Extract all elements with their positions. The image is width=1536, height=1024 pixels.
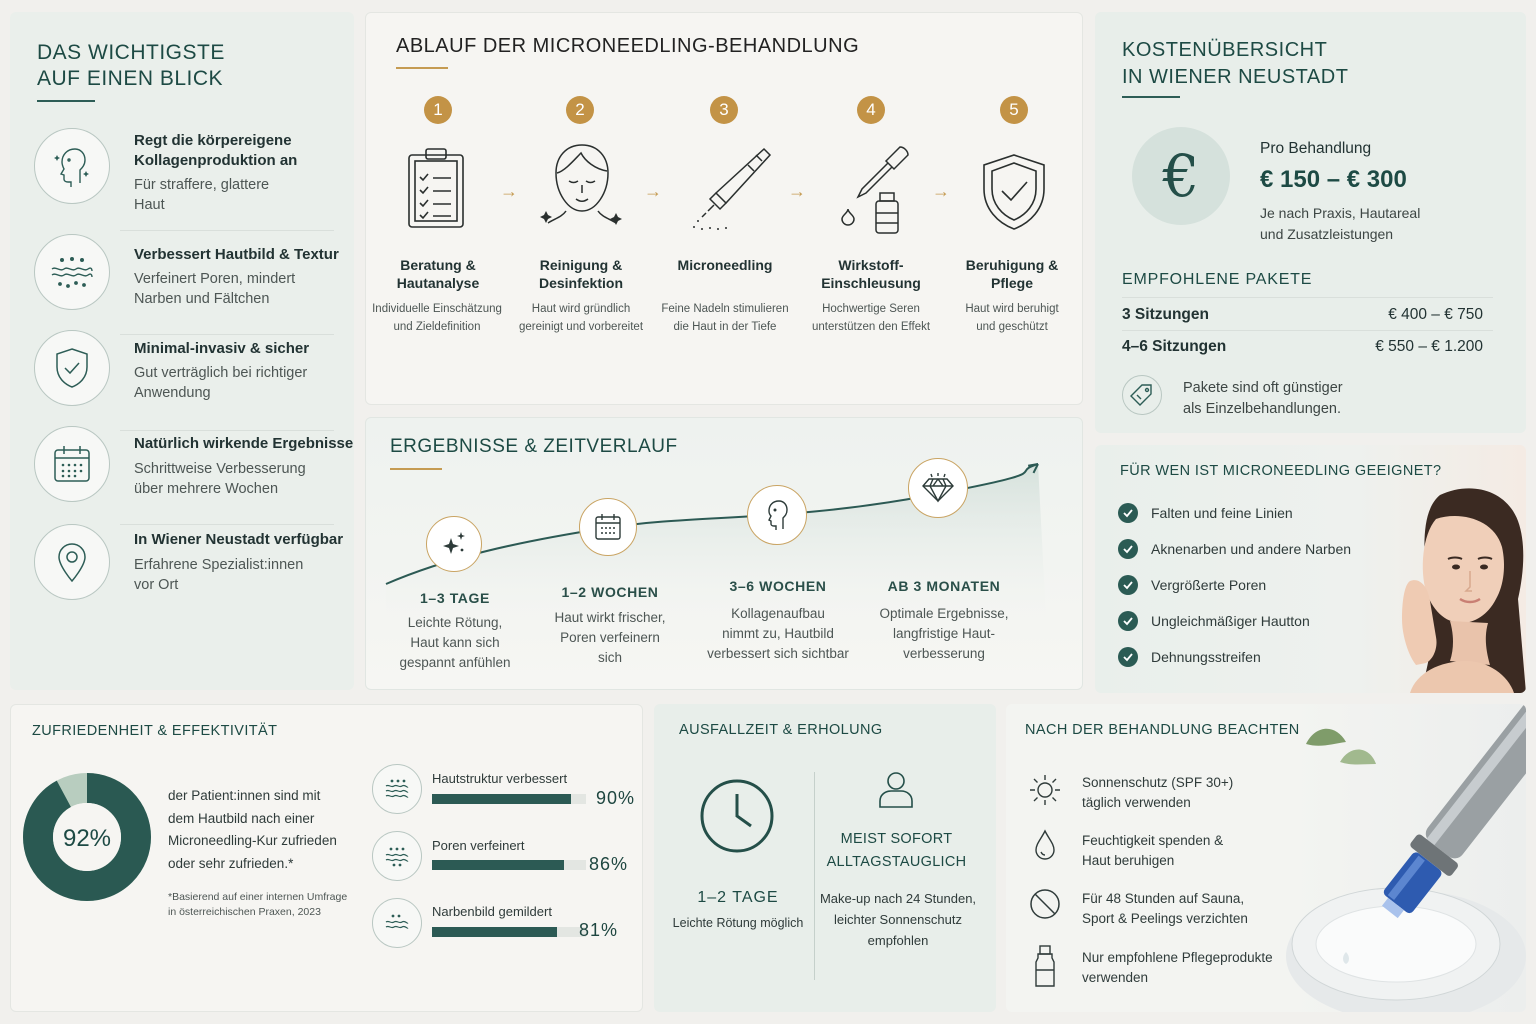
bar-percent: 90% <box>596 788 636 808</box>
step-title: Beruhigung & Pflege <box>965 257 1059 291</box>
step-number-badge: 5 <box>1000 96 1028 124</box>
step-desc: Individuelle Einschätzung und Zieldefinition <box>372 303 502 333</box>
package-price: € 400 – € 750 <box>1388 306 1483 323</box>
skin-texture-icon <box>372 764 422 814</box>
satisfaction-footnote: *Basierend auf einer internen Umfrage in österreichischen Praxen, 2023 <box>168 891 348 918</box>
shield-check-icon <box>34 330 110 406</box>
droplet-icon <box>1028 828 1062 862</box>
process-title: ABLAUF DER MICRONEEDLING-BEHANDLUNG <box>396 35 860 57</box>
feature-desc: Erfahrene Spezialist:innen vor Ort <box>134 557 304 593</box>
package-label: 3 Sitzungen <box>1122 306 1209 323</box>
package-price: € 550 – € 1.200 <box>1375 338 1483 355</box>
microneedling-pen-icon <box>684 143 776 235</box>
suitable-title: FÜR WEN IST MICRONEEDLING GEEIGNET? <box>1120 463 1442 479</box>
title-underline <box>396 67 448 69</box>
step-title: Microneedling <box>677 257 773 273</box>
everyday-label: MEIST SOFORT ALLTAGSTAUGLICH <box>826 831 967 870</box>
bar-label: Hautstruktur verbessert <box>432 771 568 786</box>
aftercare-item: Sonnenschutz (SPF 30+) täglich verwenden <box>1082 775 1234 810</box>
packages-title: EMPFOHLENE PAKETE <box>1122 271 1313 288</box>
diamond-icon <box>908 458 968 518</box>
bar-fill <box>432 927 557 937</box>
feature-title: Minimal-invasiv & sicher <box>134 340 310 357</box>
satisfaction-card <box>10 704 643 1012</box>
face-clean-icon <box>536 139 628 235</box>
package-tip: Pakete sind oft günstiger als Einzelbehandlungen. <box>1183 380 1343 417</box>
divider <box>120 524 334 525</box>
check-icon <box>1118 539 1138 559</box>
bar-percent: 86% <box>589 854 629 874</box>
everyday-desc: Make-up nach 24 Stunden, leichter Sonnenschutz empfohlen <box>819 891 977 948</box>
divider <box>1122 297 1493 298</box>
step-number-badge: 4 <box>857 96 885 124</box>
suitable-card <box>1095 445 1526 693</box>
dropper-bottle-icon <box>834 143 914 237</box>
arrow-right-icon: → <box>788 181 806 201</box>
aftercare-title: NACH DER BEHANDLUNG BEACHTEN <box>1025 722 1300 738</box>
results-title: ERGEBNISSE & ZEITVERLAUF <box>390 436 678 457</box>
step-desc: Feine Nadeln stimulieren die Haut in der Tiefe <box>661 303 789 333</box>
check-icon <box>1118 575 1138 595</box>
title-underline <box>1122 96 1180 98</box>
price-range: € 150 – € 300 <box>1260 166 1407 193</box>
check-icon <box>1118 647 1138 667</box>
downtime-card <box>654 704 996 1012</box>
feature-desc: Verfeinert Poren, mindert Narben und Fältchen <box>134 271 296 307</box>
price-note: Je nach Praxis, Hautareal und Zusatzleistungen <box>1260 205 1421 242</box>
results-card <box>365 417 1083 690</box>
step-desc: Hochwertige Seren unterstützen den Effekt <box>811 303 931 333</box>
donut-percent-label: 92% <box>62 825 112 852</box>
satisfaction-text: der Patient:innen sind mit dem Hautbild nach einer Microneedling-Kur zufrieden oder sehr zufrieden.* <box>168 788 337 871</box>
check-icon <box>1118 503 1138 523</box>
feature-desc: Gut verträglich bei richtiger Anwendung <box>134 365 308 401</box>
woman-portrait-image <box>1380 475 1526 693</box>
downtime-days: 1–2 TAGE <box>697 889 779 906</box>
suitable-item: Falten und feine Linien <box>1151 505 1293 521</box>
step-desc: Haut wird gründlich gereinigt und vorbereitet <box>518 303 644 333</box>
step-title: Reinigung & Desinfektion <box>538 257 623 291</box>
package-label: 4–6 Sitzungen <box>1122 338 1227 355</box>
step-title: Wirkstoff- Einschleusung <box>821 257 921 291</box>
pores-icon <box>372 831 422 881</box>
process-card <box>365 12 1083 405</box>
euro-icon: € <box>1132 127 1230 225</box>
divider <box>1122 330 1493 331</box>
face-profile-icon <box>747 485 807 545</box>
feature-desc: Für straffere, glattere Haut <box>134 177 270 213</box>
step-number-badge: 1 <box>424 96 452 124</box>
feature-desc: Schrittweise Verbesserung über mehrere Wochen <box>134 461 306 497</box>
feature-title: Verbessert Hautbild & Textur <box>134 246 339 263</box>
suitable-item: Dehnungsstreifen <box>1151 649 1261 665</box>
bar-label: Poren verfeinert <box>432 838 525 853</box>
aftercare-item: Feuchtigkeit spenden & Haut beruhigen <box>1082 833 1224 868</box>
aftercare-item: Für 48 Stunden auf Sauna, Sport & Peelings verzichten <box>1082 891 1248 926</box>
downtime-desc: Leichte Rötung möglich <box>672 916 804 930</box>
feature-title: Natürlich wirkende Ergebnisse <box>134 435 354 452</box>
timeline-label: 1–3 TAGE <box>420 590 490 606</box>
satisfaction-title: ZUFRIEDENHEIT & EFFEKTIVITÄT <box>32 723 278 739</box>
timeline-desc: Kollagenaufbau nimmt zu, Hautbild verbessert sich sichtbar <box>707 606 849 661</box>
sun-icon <box>1028 773 1062 807</box>
feature-title: In Wiener Neustadt verfügbar <box>134 531 344 548</box>
location-pin-icon <box>34 524 110 600</box>
timeline-label: 3–6 WOCHEN <box>729 578 827 594</box>
bottle-icon <box>1028 944 1062 990</box>
person-icon <box>876 770 916 810</box>
step-number-badge: 3 <box>710 96 738 124</box>
suitable-item: Ungleichmäßiger Hautton <box>1151 613 1310 629</box>
arrow-right-icon: → <box>932 181 950 201</box>
face-profile-icon <box>34 128 110 204</box>
timeline-label: 1–2 WOCHEN <box>561 584 659 600</box>
skin-texture-icon <box>34 234 110 310</box>
bar-label: Narbenbild gemildert <box>432 904 552 919</box>
costs-title: KOSTENÜBERSICHT IN WIENER NEUSTADT <box>1122 39 1349 88</box>
title-underline <box>37 100 95 102</box>
aftercare-item: Nur empfohlene Pflegeprodukte verwenden <box>1082 950 1273 985</box>
overview-title: DAS WICHTIGSTE AUF EINEN BLICK <box>37 41 225 90</box>
clipboard-checklist-icon <box>404 145 468 231</box>
arrow-right-icon: → <box>644 181 662 201</box>
divider <box>120 430 334 431</box>
step-title: Beratung & Hautanalyse <box>396 257 480 291</box>
aftercare-card <box>1006 704 1526 1012</box>
calendar-icon <box>34 426 110 502</box>
overview-card <box>10 12 354 690</box>
shield-check-icon <box>978 151 1050 233</box>
sparkle-icon <box>426 516 482 572</box>
scar-icon <box>372 898 422 948</box>
check-icon <box>1118 611 1138 631</box>
per-treatment-label: Pro Behandlung <box>1260 140 1372 157</box>
timeline-desc: Leichte Rötung, Haut kann sich gespannt anfühlen <box>399 615 511 670</box>
bar-fill <box>432 794 571 804</box>
prohibited-icon <box>1028 887 1062 921</box>
arrow-right-icon: → <box>500 181 518 201</box>
divider <box>120 230 334 231</box>
calendar-icon <box>579 498 637 556</box>
feature-title: Regt die körpereigene Kollagenproduktion an <box>134 132 298 169</box>
bar-fill <box>432 860 564 870</box>
price-tag-icon <box>1122 375 1162 415</box>
suitable-item: Aknenarben und andere Narben <box>1151 541 1352 557</box>
step-desc: Haut wird beruhigt und geschützt <box>965 303 1059 333</box>
suitable-item: Vergrößerte Poren <box>1151 577 1267 593</box>
timeline-desc: Haut wirkt frischer, Poren verfeinern sich <box>554 610 666 665</box>
divider <box>120 334 334 335</box>
step-number-badge: 2 <box>566 96 594 124</box>
microneedling-device-image <box>1286 704 1526 1012</box>
timeline-label: AB 3 MONATEN <box>887 578 1001 594</box>
downtime-title: AUSFALLZEIT & ERHOLUNG <box>679 722 883 738</box>
costs-card <box>1095 12 1526 433</box>
bar-percent: 81% <box>579 920 619 940</box>
clock-icon <box>699 778 775 854</box>
timeline-desc: Optimale Ergebnisse, langfristige Haut- verbesserung <box>879 606 1009 661</box>
